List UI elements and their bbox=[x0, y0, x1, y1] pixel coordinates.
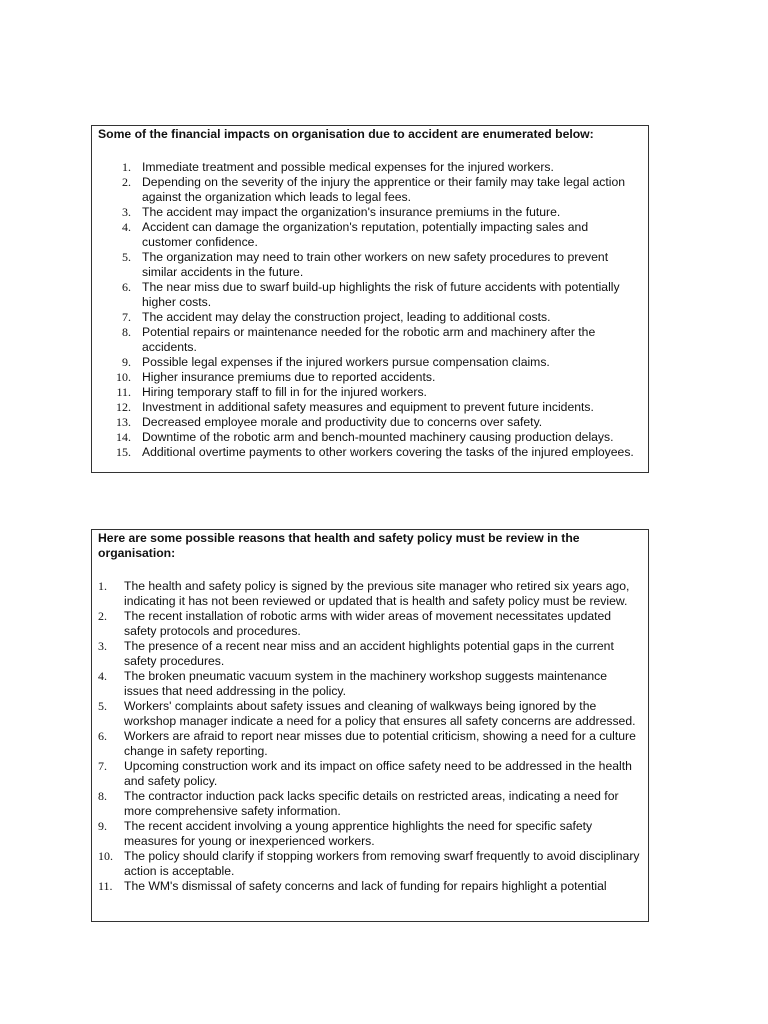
list-item-text: Hiring temporary staff to fill in for the injured workers. bbox=[142, 385, 427, 399]
list-item bbox=[92, 609, 648, 639]
list-item bbox=[92, 430, 648, 445]
policy-review-box bbox=[91, 529, 649, 922]
list-item-text: The presence of a recent near miss and an accident highlights potential gaps in the current safety procedures. bbox=[124, 639, 614, 668]
list-item bbox=[92, 175, 648, 205]
list-number: 14. bbox=[116, 430, 131, 444]
list-item bbox=[92, 759, 648, 789]
list-number: 6. bbox=[122, 280, 131, 294]
list-item bbox=[92, 415, 648, 430]
list-item bbox=[92, 160, 648, 175]
list-item-text: The WM's dismissal of safety concerns and lack of funding for repairs highlight a potential bbox=[124, 879, 607, 893]
list-item-text: The accident may delay the construction project, leading to additional costs. bbox=[142, 310, 551, 324]
list-number: 5. bbox=[122, 250, 131, 264]
list-number: 8. bbox=[98, 789, 107, 803]
list-number: 9. bbox=[98, 819, 107, 833]
list-item bbox=[92, 385, 648, 400]
list-number: 5. bbox=[98, 699, 107, 713]
list-item-text: Upcoming construction work and its impact on office safety need to be addressed in the health and safety policy. bbox=[124, 759, 632, 788]
list-item-text: The broken pneumatic vacuum system in the machinery workshop suggests maintenance issues that need addressing in the policy. bbox=[124, 669, 608, 698]
list-item bbox=[92, 789, 648, 819]
list-number: 3. bbox=[98, 639, 107, 653]
policy-review-heading: Here are some possible reasons that health and safety policy must be review in the organisation: bbox=[98, 531, 580, 560]
list-number: 8. bbox=[122, 325, 131, 339]
list-item bbox=[92, 325, 648, 355]
list-item-text: The recent installation of robotic arms with wider areas of movement necessitates updated safety protocols and procedures. bbox=[124, 609, 612, 638]
list-item-text: The near miss due to swarf build-up highlights the risk of future accidents with potentially higher costs. bbox=[142, 280, 620, 309]
list-item-text: The accident may impact the organization's insurance premiums in the future. bbox=[142, 205, 561, 219]
list-item bbox=[92, 280, 648, 310]
list-number: 10. bbox=[98, 849, 113, 863]
list-item bbox=[92, 220, 648, 250]
list-number: 11. bbox=[98, 879, 113, 893]
list-item bbox=[92, 699, 648, 729]
list-item-text: The organization may need to train other workers on new safety procedures to prevent similar accidents in the future. bbox=[142, 250, 609, 279]
list-number: 12. bbox=[116, 400, 131, 414]
list-item-text: Immediate treatment and possible medical expenses for the injured workers. bbox=[142, 160, 554, 174]
list-item bbox=[92, 879, 648, 894]
list-item bbox=[92, 205, 648, 220]
list-item-text: Potential repairs or maintenance needed for the robotic arm and machinery after the accidents. bbox=[142, 325, 596, 354]
list-item bbox=[92, 729, 648, 759]
list-item-text: Depending on the severity of the injury the apprentice or their family may take legal action against the organization which leads to legal fees. bbox=[142, 175, 626, 204]
financial-impacts-list bbox=[92, 160, 648, 460]
list-number: 1. bbox=[122, 160, 131, 174]
list-number: 11. bbox=[116, 385, 131, 399]
list-item bbox=[92, 669, 648, 699]
list-item bbox=[92, 355, 648, 370]
list-item-text: Workers' complaints about safety issues and cleaning of walkways being ignored by the workshop manager indicate a need for a policy that ensures all safety concerns are addressed. bbox=[124, 699, 636, 728]
list-number: 7. bbox=[98, 759, 107, 773]
list-item-text: Downtime of the robotic arm and bench-mounted machinery causing production delays. bbox=[142, 430, 614, 444]
list-item bbox=[92, 579, 648, 609]
list-number: 4. bbox=[122, 220, 131, 234]
list-number: 10. bbox=[116, 370, 131, 384]
list-item-text: Workers are afraid to report near misses due to potential criticism, showing a need for a culture change in safety reporting. bbox=[124, 729, 636, 758]
list-item-text: Accident can damage the organization's reputation, potentially impacting sales and customer confidence. bbox=[142, 220, 589, 249]
list-item-text: Investment in additional safety measures and equipment to prevent future incidents. bbox=[142, 400, 594, 414]
list-number: 2. bbox=[122, 175, 131, 189]
list-number: 7. bbox=[122, 310, 131, 324]
list-number: 2. bbox=[98, 609, 107, 623]
list-item bbox=[92, 310, 648, 325]
list-item bbox=[92, 400, 648, 415]
list-item-text: The recent accident involving a young apprentice highlights the need for specific safety measures for young or inexperienced workers. bbox=[124, 819, 593, 848]
list-item-text: Possible legal expenses if the injured workers pursue compensation claims. bbox=[142, 355, 550, 369]
list-item-text: The health and safety policy is signed by the previous site manager who retired six years ago, indicating it has not been reviewed or updated that is health and safety policy must be review. bbox=[124, 579, 630, 608]
list-number: 4. bbox=[98, 669, 107, 683]
list-item-text: The policy should clarify if stopping workers from removing swarf frequently to avoid disciplinary action is acceptable. bbox=[124, 849, 640, 878]
list-number: 9. bbox=[122, 355, 131, 369]
list-item bbox=[92, 250, 648, 280]
list-item-text: The contractor induction pack lacks specific details on restricted areas, indicating a need for more comprehensive safety information. bbox=[124, 789, 619, 818]
financial-impacts-box bbox=[91, 125, 649, 473]
list-number: 13. bbox=[116, 415, 131, 429]
list-item-text: Additional overtime payments to other workers covering the tasks of the injured employees. bbox=[142, 445, 634, 459]
list-item bbox=[92, 370, 648, 385]
list-item bbox=[92, 445, 648, 460]
list-item bbox=[92, 819, 648, 849]
list-number: 15. bbox=[116, 445, 131, 459]
list-number: 3. bbox=[122, 205, 131, 219]
list-item bbox=[92, 849, 648, 879]
list-number: 1. bbox=[98, 579, 107, 593]
list-item bbox=[92, 639, 648, 669]
financial-impacts-heading: Some of the financial impacts on organisation due to accident are enumerated below: bbox=[98, 127, 594, 141]
list-item-text: Decreased employee morale and productivity due to concerns over safety. bbox=[142, 415, 543, 429]
policy-review-list bbox=[92, 579, 648, 894]
list-item-text: Higher insurance premiums due to reported accidents. bbox=[142, 370, 436, 384]
list-number: 6. bbox=[98, 729, 107, 743]
